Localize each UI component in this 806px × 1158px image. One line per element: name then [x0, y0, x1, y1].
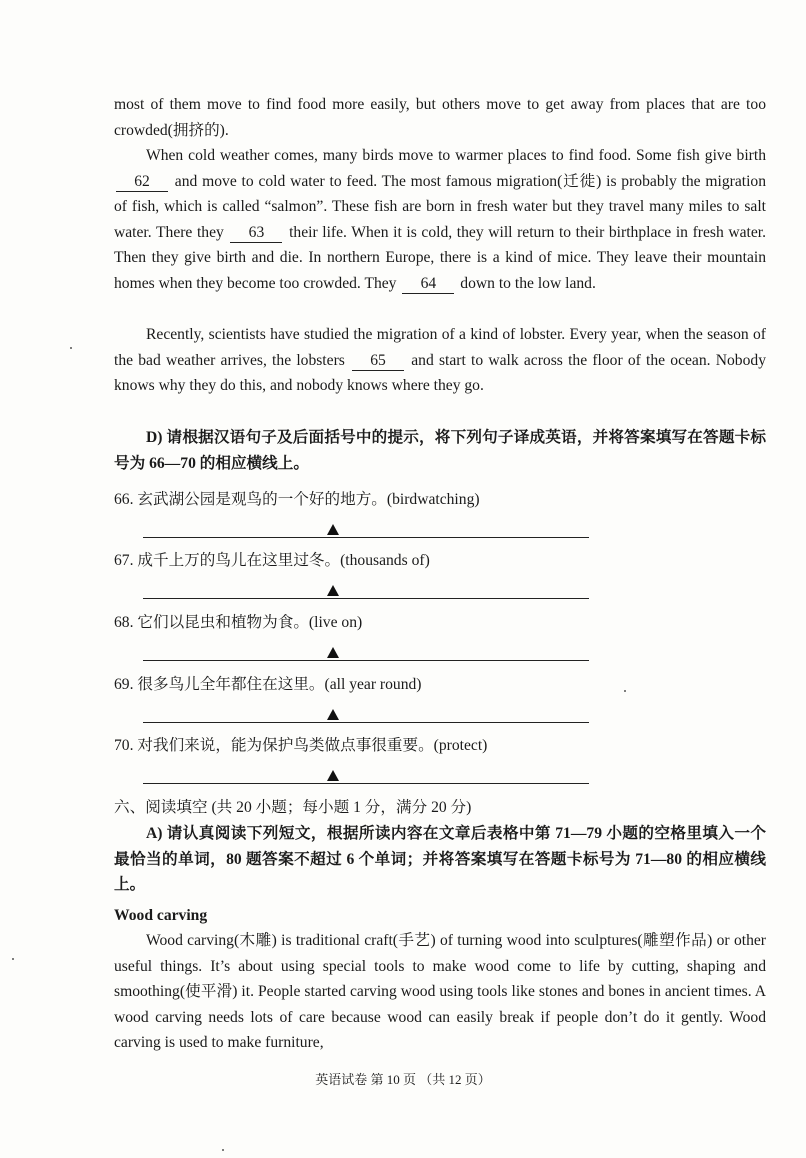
- question-70: 70. 对我们来说，能为保护鸟类做点事很重要。(protect): [114, 737, 488, 754]
- passage-text: and start to walk across the floor of the ocean. Nobody knows why they do this, and nobody knows where they go.: [114, 351, 766, 395]
- question-66: 66. 玄武湖公园是观鸟的一个好的地方。(birdwatching): [114, 491, 480, 508]
- passage-text: their life. When it is cold, they will return to their birthplace in fresh water. Then they give birth and die. In northern Europe, there is a kind of mice. They leave their mountain homes when they become too crowded. They: [114, 223, 767, 292]
- passage-text: When cold weather comes, many birds move to warmer places to find food. Some fish give birth: [146, 147, 766, 164]
- scan-speck: [12, 958, 14, 960]
- blank-65: 65: [352, 352, 404, 371]
- answer-marker-icon: [327, 709, 339, 720]
- answer-marker-icon: [327, 770, 339, 781]
- passage-text: most of them move to find food more easily, but others move to get away from places that are too crowded(拥挤的).: [114, 96, 766, 139]
- answer-marker-icon: [327, 585, 339, 596]
- section-6-instruction: A) 请认真阅读下列短文，根据所读内容在文章后表格中第 71—79 小题的空格里填入一个最恰当的单词，80 题答案不超过 6 个单词；并将答案填写在答题卡标号为 71—80 的相应横线上。: [114, 825, 766, 894]
- question-69: 69. 很多鸟儿全年都住在这里。(all year round): [114, 676, 422, 693]
- passage-paragraph-2: [114, 322, 766, 399]
- passage-paragraph-0: [114, 92, 766, 143]
- scan-speck: [624, 690, 626, 692]
- scan-speck: [222, 1149, 224, 1151]
- section-6-heading: 六、阅读填空 (共 20 小题；每小题 1 分，满分 20 分): [114, 799, 472, 816]
- scan-speck: [70, 347, 72, 349]
- passage-paragraph-1: [114, 143, 766, 297]
- answer-line-68: [143, 660, 589, 661]
- section-d-instruction: D) 请根据汉语句子及后面括号中的提示，将下列句子译成英语，并将答案填写在答题卡标号为 66—70 的相应横线上。: [114, 429, 766, 472]
- answer-marker-icon: [327, 524, 339, 535]
- blank-63: 63: [230, 224, 282, 243]
- blank-62: 62: [116, 173, 168, 192]
- answer-marker-icon: [327, 647, 339, 658]
- blank-64: 64: [402, 275, 454, 294]
- question-68: 68. 它们以昆虫和植物为食。(live on): [114, 614, 363, 631]
- answer-line-67: [143, 598, 589, 599]
- question-67: 67. 成千上万的鸟儿在这里过冬。(thousands of): [114, 552, 430, 569]
- page-footer: 英语试卷 第 10 页 （共 12 页）: [315, 1072, 491, 1087]
- passage-title: Wood carving: [114, 907, 208, 924]
- answer-line-70: [143, 783, 589, 784]
- passage-text: Recently, scientists have studied the migration of a kind of lobster. Every year, when the season of the bad weather arrives, the lobsters: [114, 326, 766, 369]
- passage-text: down to the low land.: [460, 274, 596, 292]
- wood-carving-paragraph: Wood carving(木雕) is traditional craft(手艺) of turning wood into sculptures(雕塑作品) or other useful things. It’s about using special tools to make wood come to life by cutting, shaping and smoothing(使平滑) it. People started carving wood using tools like stones and bones in ancient times. A wood carving needs lots of care because wood can easily break if people don’t do it gently. Wood carving is used to make furniture,: [114, 932, 766, 1052]
- answer-line-69: [143, 722, 589, 723]
- passage-text: and move to cold water to feed. The most famous migration(迁徙) is probably the migration of fish, which is called “salmon”. These fish are born in fresh water but they travel many miles to salt water. There they: [114, 172, 766, 241]
- answer-line-66: [143, 537, 589, 538]
